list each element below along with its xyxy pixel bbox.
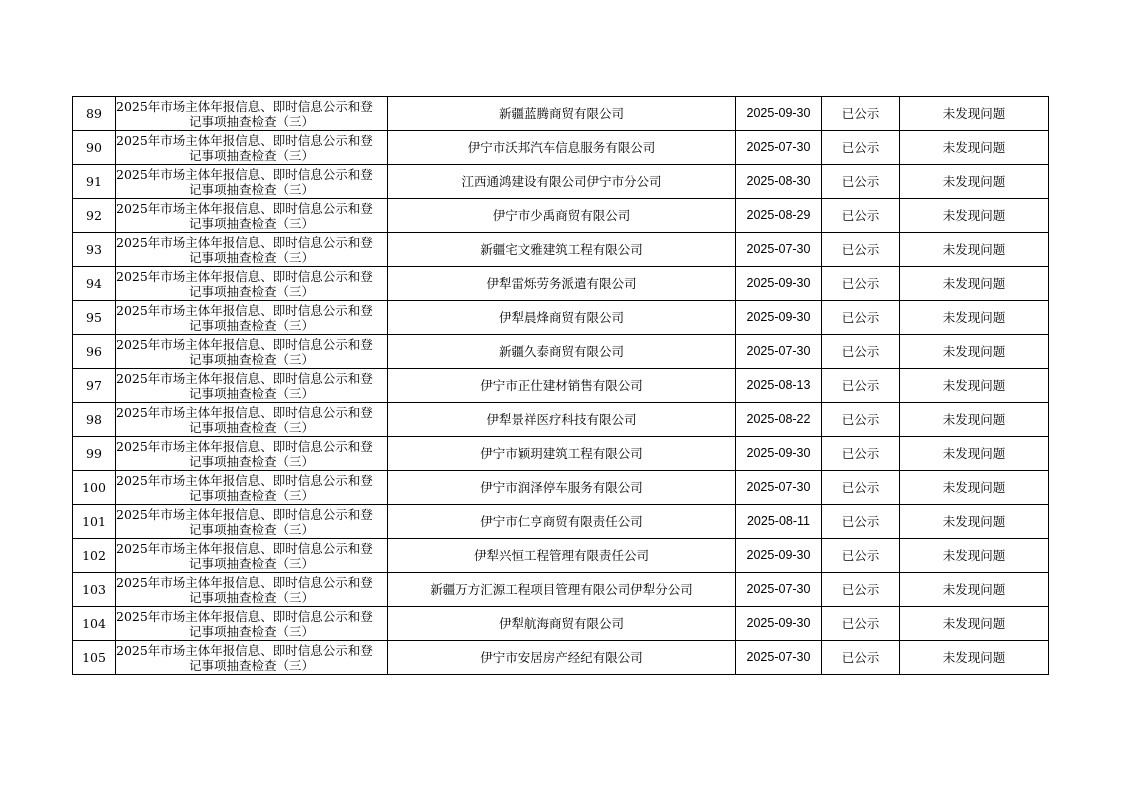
publish-status-cell: 已公示 — [822, 539, 900, 573]
publish-status-cell: 已公示 — [822, 471, 900, 505]
result-cell: 未发现问题 — [900, 131, 1049, 165]
publish-status-cell: 已公示 — [822, 131, 900, 165]
date-cell: 2025-07-30 — [736, 573, 822, 607]
inspection-item-line2: 记事项抽查检查（三） — [188, 419, 314, 435]
row-number-cell: 96 — [73, 335, 116, 369]
result-cell: 未发现问题 — [900, 539, 1049, 573]
inspection-item-line1: 2025年市场主体年报信息、即时信息公示和登 — [116, 336, 373, 352]
row-number-cell: 90 — [73, 131, 116, 165]
inspection-item-line1: 2025年市场主体年报信息、即时信息公示和登 — [116, 506, 373, 522]
result-cell: 未发现问题 — [900, 641, 1049, 675]
table-row — [73, 199, 1049, 233]
date-cell: 2025-09-30 — [736, 301, 822, 335]
publish-status-cell: 已公示 — [822, 437, 900, 471]
inspection-item-line2: 记事项抽查检查（三） — [188, 453, 314, 469]
company-name-cell: 新疆蓝腾商贸有限公司 — [388, 97, 736, 131]
publish-status-cell: 已公示 — [822, 199, 900, 233]
inspection-item-line1: 2025年市场主体年报信息、即时信息公示和登 — [116, 404, 373, 420]
table-row — [73, 607, 1049, 641]
result-cell: 未发现问题 — [900, 573, 1049, 607]
company-name-cell: 伊犁航海商贸有限公司 — [388, 607, 736, 641]
inspection-item-cell — [116, 641, 388, 675]
table-row — [73, 233, 1049, 267]
date-cell: 2025-08-22 — [736, 403, 822, 437]
inspection-item-line1: 2025年市场主体年报信息、即时信息公示和登 — [116, 574, 373, 590]
row-number-cell: 99 — [73, 437, 116, 471]
table-row — [73, 335, 1049, 369]
publish-status-cell: 已公示 — [822, 335, 900, 369]
publish-status-cell: 已公示 — [822, 505, 900, 539]
date-cell: 2025-07-30 — [736, 233, 822, 267]
result-cell: 未发现问题 — [900, 233, 1049, 267]
row-number-cell: 102 — [73, 539, 116, 573]
row-number-cell: 93 — [73, 233, 116, 267]
table-row — [73, 97, 1049, 131]
table-row — [73, 369, 1049, 403]
inspection-item-cell — [116, 573, 388, 607]
inspection-item-cell — [116, 437, 388, 471]
publish-status-cell: 已公示 — [822, 403, 900, 437]
row-number-cell: 101 — [73, 505, 116, 539]
publish-status-cell: 已公示 — [822, 97, 900, 131]
company-name-cell: 伊宁市润泽停车服务有限公司 — [388, 471, 736, 505]
inspection-item-line1: 2025年市场主体年报信息、即时信息公示和登 — [116, 234, 373, 250]
company-name-cell: 新疆久泰商贸有限公司 — [388, 335, 736, 369]
table-row — [73, 267, 1049, 301]
table-row — [73, 131, 1049, 165]
row-number-cell: 105 — [73, 641, 116, 675]
result-cell: 未发现问题 — [900, 471, 1049, 505]
company-name-cell: 伊宁市颖玥建筑工程有限公司 — [388, 437, 736, 471]
publish-status-cell: 已公示 — [822, 573, 900, 607]
inspection-item-line1: 2025年市场主体年报信息、即时信息公示和登 — [116, 166, 373, 182]
company-name-cell: 伊犁晨烽商贸有限公司 — [388, 301, 736, 335]
publish-status-cell: 已公示 — [822, 301, 900, 335]
date-cell: 2025-09-30 — [736, 267, 822, 301]
inspection-item-line2: 记事项抽查检查（三） — [188, 317, 314, 333]
row-number-cell: 104 — [73, 607, 116, 641]
inspection-item-cell — [116, 233, 388, 267]
company-name-cell: 江西通鸿建设有限公司伊宁市分公司 — [388, 165, 736, 199]
inspection-item-line1: 2025年市场主体年报信息、即时信息公示和登 — [116, 268, 373, 284]
date-cell: 2025-09-30 — [736, 607, 822, 641]
date-cell: 2025-08-29 — [736, 199, 822, 233]
table-row — [73, 471, 1049, 505]
company-name-cell: 伊犁雷烁劳务派遣有限公司 — [388, 267, 736, 301]
table-row — [73, 573, 1049, 607]
row-number-cell: 91 — [73, 165, 116, 199]
date-cell: 2025-07-30 — [736, 335, 822, 369]
inspection-item-cell — [116, 97, 388, 131]
inspection-item-cell — [116, 267, 388, 301]
company-name-cell: 伊犁景祥医疗科技有限公司 — [388, 403, 736, 437]
row-number-cell: 98 — [73, 403, 116, 437]
date-cell: 2025-09-30 — [736, 539, 822, 573]
row-number-cell: 94 — [73, 267, 116, 301]
row-number-cell: 95 — [73, 301, 116, 335]
result-cell: 未发现问题 — [900, 607, 1049, 641]
inspection-item-line2: 记事项抽查检查（三） — [188, 215, 314, 231]
inspection-item-line2: 记事项抽查检查（三） — [188, 147, 314, 163]
result-cell: 未发现问题 — [900, 335, 1049, 369]
date-cell: 2025-07-30 — [736, 641, 822, 675]
company-name-cell: 伊宁市正仕建材销售有限公司 — [388, 369, 736, 403]
table-row — [73, 641, 1049, 675]
row-number-cell: 92 — [73, 199, 116, 233]
row-number-cell: 100 — [73, 471, 116, 505]
date-cell: 2025-07-30 — [736, 471, 822, 505]
table-row — [73, 403, 1049, 437]
inspection-item-cell — [116, 505, 388, 539]
inspection-item-line1: 2025年市场主体年报信息、即时信息公示和登 — [116, 370, 373, 386]
inspection-item-line2: 记事项抽查检查（三） — [188, 521, 314, 537]
date-cell: 2025-08-13 — [736, 369, 822, 403]
inspection-item-cell — [116, 369, 388, 403]
company-name-cell: 新疆万方汇源工程项目管理有限公司伊犁分公司 — [388, 573, 736, 607]
row-number-cell: 97 — [73, 369, 116, 403]
inspection-item-cell — [116, 607, 388, 641]
date-cell: 2025-08-11 — [736, 505, 822, 539]
inspection-item-line2: 记事项抽查检查（三） — [188, 113, 314, 129]
inspection-item-cell — [116, 131, 388, 165]
inspection-item-line2: 记事项抽查检查（三） — [188, 181, 314, 197]
inspection-item-line1: 2025年市场主体年报信息、即时信息公示和登 — [116, 200, 373, 216]
publish-status-cell: 已公示 — [822, 641, 900, 675]
inspection-results-table — [72, 96, 1049, 675]
inspection-item-cell — [116, 199, 388, 233]
inspection-item-cell — [116, 403, 388, 437]
inspection-item-line1: 2025年市场主体年报信息、即时信息公示和登 — [116, 472, 373, 488]
inspection-item-cell — [116, 335, 388, 369]
inspection-item-line2: 记事项抽查检查（三） — [188, 657, 314, 673]
inspection-item-line1: 2025年市场主体年报信息、即时信息公示和登 — [116, 540, 373, 556]
row-number-cell: 89 — [73, 97, 116, 131]
inspection-item-cell — [116, 471, 388, 505]
date-cell: 2025-07-30 — [736, 131, 822, 165]
table-row — [73, 301, 1049, 335]
date-cell: 2025-09-30 — [736, 97, 822, 131]
inspection-item-line1: 2025年市场主体年报信息、即时信息公示和登 — [116, 302, 373, 318]
inspection-item-line2: 记事项抽查检查（三） — [188, 487, 314, 503]
company-name-cell: 伊犁兴恒工程管理有限责任公司 — [388, 539, 736, 573]
inspection-item-line1: 2025年市场主体年报信息、即时信息公示和登 — [116, 608, 373, 624]
result-cell: 未发现问题 — [900, 165, 1049, 199]
publish-status-cell: 已公示 — [822, 607, 900, 641]
inspection-item-line2: 记事项抽查检查（三） — [188, 351, 314, 367]
publish-status-cell: 已公示 — [822, 165, 900, 199]
row-number-cell: 103 — [73, 573, 116, 607]
publish-status-cell: 已公示 — [822, 233, 900, 267]
inspection-item-line2: 记事项抽查检查（三） — [188, 623, 314, 639]
result-cell: 未发现问题 — [900, 97, 1049, 131]
inspection-item-cell — [116, 539, 388, 573]
inspection-item-line1: 2025年市场主体年报信息、即时信息公示和登 — [116, 438, 373, 454]
inspection-item-line1: 2025年市场主体年报信息、即时信息公示和登 — [116, 132, 373, 148]
inspection-item-line2: 记事项抽查检查（三） — [188, 385, 314, 401]
result-cell: 未发现问题 — [900, 403, 1049, 437]
inspection-item-cell — [116, 301, 388, 335]
table-row — [73, 437, 1049, 471]
inspection-item-line2: 记事项抽查检查（三） — [188, 589, 314, 605]
table-row — [73, 539, 1049, 573]
company-name-cell: 伊宁市仁亨商贸有限责任公司 — [388, 505, 736, 539]
company-name-cell: 伊宁市安居房产经纪有限公司 — [388, 641, 736, 675]
inspection-item-line2: 记事项抽查检查（三） — [188, 555, 314, 571]
inspection-item-line2: 记事项抽查检查（三） — [188, 249, 314, 265]
company-name-cell: 新疆宅文雅建筑工程有限公司 — [388, 233, 736, 267]
result-cell: 未发现问题 — [900, 199, 1049, 233]
inspection-item-cell — [116, 165, 388, 199]
result-cell: 未发现问题 — [900, 505, 1049, 539]
date-cell: 2025-09-30 — [736, 437, 822, 471]
publish-status-cell: 已公示 — [822, 369, 900, 403]
publish-status-cell: 已公示 — [822, 267, 900, 301]
table-row — [73, 165, 1049, 199]
date-cell: 2025-08-30 — [736, 165, 822, 199]
company-name-cell: 伊宁市少禹商贸有限公司 — [388, 199, 736, 233]
inspection-item-line2: 记事项抽查检查（三） — [188, 283, 314, 299]
result-cell: 未发现问题 — [900, 369, 1049, 403]
result-cell: 未发现问题 — [900, 267, 1049, 301]
table-row — [73, 505, 1049, 539]
inspection-item-line1: 2025年市场主体年报信息、即时信息公示和登 — [116, 98, 373, 114]
table-body — [73, 97, 1049, 675]
company-name-cell: 伊宁市沃邦汽车信息服务有限公司 — [388, 131, 736, 165]
result-cell: 未发现问题 — [900, 301, 1049, 335]
result-cell: 未发现问题 — [900, 437, 1049, 471]
inspection-item-line1: 2025年市场主体年报信息、即时信息公示和登 — [116, 642, 373, 658]
